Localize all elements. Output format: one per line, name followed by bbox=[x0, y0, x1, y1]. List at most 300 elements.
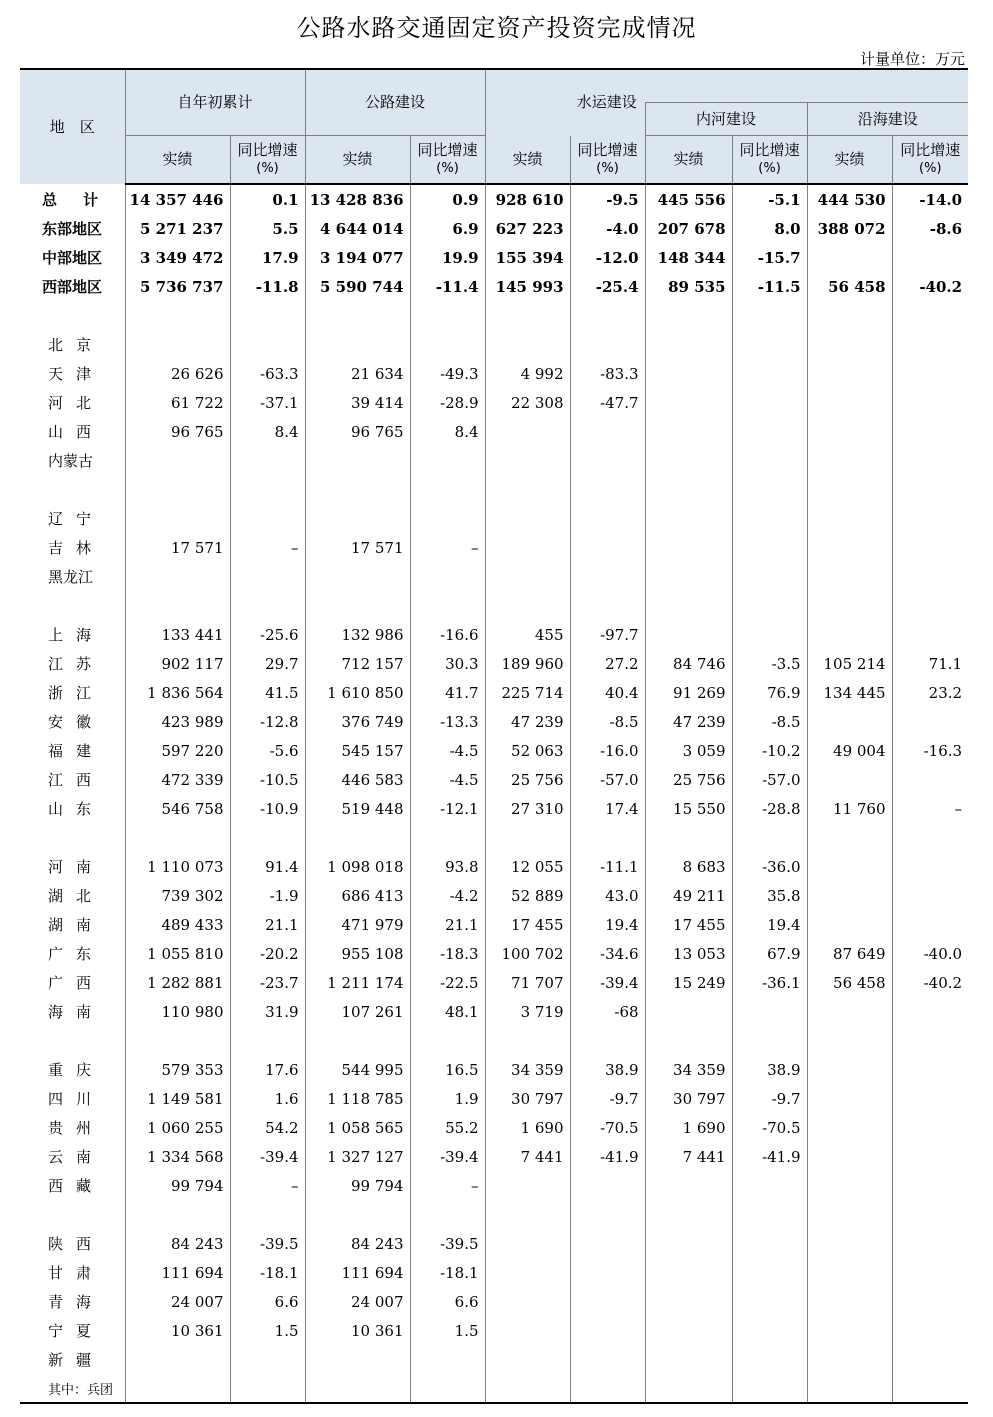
region-cell: 内蒙古 bbox=[48, 452, 94, 470]
yoy-cell: 43.0 bbox=[570, 881, 645, 910]
empty-cell bbox=[305, 475, 410, 504]
yoy-cell: – bbox=[410, 1171, 485, 1200]
yoy-cell bbox=[570, 1316, 645, 1345]
actual-cell: 17 571 bbox=[305, 533, 410, 562]
yoy-cell: 19.4 bbox=[732, 910, 807, 939]
yoy-cell bbox=[230, 504, 305, 533]
actual-cell: 34 359 bbox=[645, 1055, 732, 1084]
actual-cell: 489 433 bbox=[125, 910, 230, 939]
yoy-cell: -15.7 bbox=[732, 243, 807, 272]
empty-cell bbox=[20, 1200, 125, 1229]
actual-cell: 91 269 bbox=[645, 678, 732, 707]
yoy-cell: -40.0 bbox=[892, 939, 968, 968]
table-row bbox=[20, 939, 968, 968]
actual-cell: 96 765 bbox=[305, 417, 410, 446]
header-water-label: 水运建设 bbox=[576, 92, 637, 111]
header-pct: (%) bbox=[436, 161, 459, 176]
actual-cell: 545 157 bbox=[305, 736, 410, 765]
actual-cell bbox=[645, 1345, 732, 1374]
region-cell: 浙江 bbox=[48, 684, 105, 702]
summary-row bbox=[20, 184, 968, 214]
yoy-cell: 71.1 bbox=[892, 649, 968, 678]
actual-cell: 132 986 bbox=[305, 620, 410, 649]
actual-cell: 3 194 077 bbox=[305, 243, 410, 272]
table-row bbox=[20, 794, 968, 823]
empty-cell bbox=[807, 1200, 892, 1229]
yoy-cell: 16.5 bbox=[410, 1055, 485, 1084]
table-row bbox=[20, 1374, 968, 1403]
empty-cell bbox=[125, 591, 230, 620]
empty-cell bbox=[892, 1200, 968, 1229]
yoy-cell bbox=[732, 1345, 807, 1374]
actual-cell bbox=[645, 388, 732, 417]
actual-cell: 133 441 bbox=[125, 620, 230, 649]
empty-cell bbox=[125, 823, 230, 852]
yoy-cell: 8.4 bbox=[410, 417, 485, 446]
header-coastal: 沿海建设 bbox=[807, 103, 968, 136]
actual-cell: 5 271 237 bbox=[125, 214, 230, 243]
header-highway: 公路建设 bbox=[305, 69, 485, 136]
empty-cell bbox=[485, 823, 570, 852]
yoy-cell: 41.7 bbox=[410, 678, 485, 707]
actual-cell: 7 441 bbox=[485, 1142, 570, 1171]
actual-cell: 12 055 bbox=[485, 852, 570, 881]
yoy-cell bbox=[892, 881, 968, 910]
actual-cell bbox=[645, 1258, 732, 1287]
actual-cell bbox=[305, 504, 410, 533]
region-cell: 重庆 bbox=[48, 1061, 105, 1079]
empty-cell bbox=[485, 1026, 570, 1055]
actual-cell: 519 448 bbox=[305, 794, 410, 823]
actual-cell bbox=[485, 1229, 570, 1258]
empty-cell bbox=[20, 301, 125, 330]
header-yoy-label: 同比增速 bbox=[577, 140, 638, 159]
actual-cell: 107 261 bbox=[305, 997, 410, 1026]
yoy-cell: -4.0 bbox=[570, 214, 645, 243]
empty-cell bbox=[570, 475, 645, 504]
region-cell: 福建 bbox=[48, 742, 105, 760]
actual-cell: 17 571 bbox=[125, 533, 230, 562]
yoy-cell: 19.4 bbox=[570, 910, 645, 939]
region-cell: 湖北 bbox=[48, 887, 105, 905]
region-cell: 总计 bbox=[42, 190, 125, 209]
yoy-cell: -12.1 bbox=[410, 794, 485, 823]
region-cell: 西部地区 bbox=[42, 278, 103, 296]
actual-cell: 24 007 bbox=[305, 1287, 410, 1316]
yoy-cell: 1.9 bbox=[410, 1084, 485, 1113]
yoy-cell: -57.0 bbox=[732, 765, 807, 794]
region-cell: 上海 bbox=[48, 626, 105, 644]
actual-cell bbox=[645, 620, 732, 649]
yoy-cell: -18.3 bbox=[410, 939, 485, 968]
actual-cell bbox=[645, 504, 732, 533]
yoy-cell bbox=[570, 504, 645, 533]
yoy-cell: -9.7 bbox=[570, 1084, 645, 1113]
yoy-cell bbox=[732, 417, 807, 446]
yoy-cell: 0.9 bbox=[410, 184, 485, 214]
region-cell: 四川 bbox=[48, 1090, 105, 1108]
page-title: 公路水路交通固定资产投资完成情况 bbox=[296, 14, 697, 42]
actual-cell: 5 590 744 bbox=[305, 272, 410, 301]
empty-cell bbox=[230, 475, 305, 504]
actual-cell: 96 765 bbox=[125, 417, 230, 446]
actual-cell: 446 583 bbox=[305, 765, 410, 794]
yoy-cell: -13.3 bbox=[410, 707, 485, 736]
yoy-cell: -14.0 bbox=[892, 184, 968, 214]
region-cell: 河北 bbox=[48, 394, 105, 412]
yoy-cell: -3.5 bbox=[732, 649, 807, 678]
yoy-cell: 27.2 bbox=[570, 649, 645, 678]
yoy-cell: -39.5 bbox=[410, 1229, 485, 1258]
yoy-cell bbox=[732, 504, 807, 533]
yoy-cell: – bbox=[230, 1171, 305, 1200]
yoy-cell bbox=[732, 1374, 807, 1403]
region-cell: 湖南 bbox=[48, 916, 105, 934]
region-cell: 陕西 bbox=[48, 1235, 105, 1253]
yoy-cell bbox=[410, 504, 485, 533]
yoy-cell bbox=[892, 1374, 968, 1403]
actual-cell bbox=[485, 417, 570, 446]
actual-cell: 3 349 472 bbox=[125, 243, 230, 272]
actual-cell bbox=[485, 330, 570, 359]
yoy-cell bbox=[732, 1229, 807, 1258]
actual-cell: 597 220 bbox=[125, 736, 230, 765]
empty-cell bbox=[732, 591, 807, 620]
actual-cell bbox=[305, 562, 410, 591]
yoy-cell: -36.1 bbox=[732, 968, 807, 997]
actual-cell bbox=[485, 1258, 570, 1287]
yoy-cell: 21.1 bbox=[410, 910, 485, 939]
actual-cell: 579 353 bbox=[125, 1055, 230, 1084]
yoy-cell: -40.2 bbox=[892, 272, 968, 301]
table-row bbox=[20, 446, 968, 475]
yoy-cell bbox=[892, 1171, 968, 1200]
actual-cell: 4 644 014 bbox=[305, 214, 410, 243]
yoy-cell: -28.8 bbox=[732, 794, 807, 823]
actual-cell bbox=[807, 562, 892, 591]
actual-cell bbox=[645, 359, 732, 388]
yoy-cell bbox=[732, 620, 807, 649]
table-row bbox=[20, 1345, 968, 1374]
yoy-cell: 41.5 bbox=[230, 678, 305, 707]
yoy-cell bbox=[732, 997, 807, 1026]
table-row bbox=[20, 533, 968, 562]
yoy-cell: -39.4 bbox=[410, 1142, 485, 1171]
empty-cell bbox=[892, 823, 968, 852]
header-pct: (%) bbox=[758, 161, 781, 176]
table-row bbox=[20, 620, 968, 649]
summary-row bbox=[20, 214, 968, 243]
yoy-cell bbox=[892, 388, 968, 417]
empty-cell bbox=[125, 1026, 230, 1055]
yoy-cell bbox=[892, 1113, 968, 1142]
yoy-cell bbox=[892, 910, 968, 939]
actual-cell bbox=[125, 446, 230, 475]
spacer-row bbox=[20, 301, 968, 330]
yoy-cell: -10.9 bbox=[230, 794, 305, 823]
actual-cell bbox=[645, 1229, 732, 1258]
region-cell: 江苏 bbox=[48, 655, 105, 673]
yoy-cell: -18.1 bbox=[230, 1258, 305, 1287]
empty-cell bbox=[230, 1200, 305, 1229]
yoy-cell: -9.7 bbox=[732, 1084, 807, 1113]
actual-cell bbox=[485, 1287, 570, 1316]
yoy-cell bbox=[892, 1316, 968, 1345]
empty-cell bbox=[305, 1026, 410, 1055]
actual-cell bbox=[485, 1374, 570, 1403]
yoy-cell: -16.0 bbox=[570, 736, 645, 765]
empty-cell bbox=[807, 301, 892, 330]
table-row bbox=[20, 1084, 968, 1113]
actual-cell: 17 455 bbox=[485, 910, 570, 939]
actual-cell: 955 108 bbox=[305, 939, 410, 968]
table-body bbox=[20, 184, 968, 1403]
empty-cell bbox=[125, 301, 230, 330]
yoy-cell: -63.3 bbox=[230, 359, 305, 388]
table-row bbox=[20, 1171, 968, 1200]
region-cell: 吉林 bbox=[48, 539, 105, 557]
empty-cell bbox=[305, 823, 410, 852]
yoy-cell: -4.5 bbox=[410, 765, 485, 794]
actual-cell: 22 308 bbox=[485, 388, 570, 417]
header-yoy-label: 同比增速 bbox=[237, 141, 298, 159]
actual-cell: 1 836 564 bbox=[125, 678, 230, 707]
actual-cell bbox=[807, 881, 892, 910]
region-cell: 天津 bbox=[48, 365, 105, 383]
yoy-cell: 19.9 bbox=[410, 243, 485, 272]
actual-cell bbox=[807, 1084, 892, 1113]
actual-cell bbox=[807, 1316, 892, 1345]
actual-cell bbox=[807, 359, 892, 388]
empty-cell bbox=[410, 1026, 485, 1055]
actual-cell bbox=[807, 852, 892, 881]
actual-cell bbox=[645, 417, 732, 446]
actual-cell: 25 756 bbox=[485, 765, 570, 794]
actual-cell bbox=[807, 765, 892, 794]
table-row bbox=[20, 765, 968, 794]
yoy-cell: 48.1 bbox=[410, 997, 485, 1026]
table-row bbox=[20, 736, 968, 765]
yoy-cell bbox=[892, 707, 968, 736]
actual-cell: 145 993 bbox=[485, 272, 570, 301]
actual-cell: 1 610 850 bbox=[305, 678, 410, 707]
actual-cell: 8 683 bbox=[645, 852, 732, 881]
actual-cell: 87 649 bbox=[807, 939, 892, 968]
actual-cell: 24 007 bbox=[125, 1287, 230, 1316]
yoy-cell bbox=[410, 446, 485, 475]
actual-cell: 111 694 bbox=[305, 1258, 410, 1287]
actual-cell: 25 756 bbox=[645, 765, 732, 794]
empty-cell bbox=[807, 823, 892, 852]
actual-cell bbox=[807, 388, 892, 417]
yoy-cell bbox=[732, 388, 807, 417]
yoy-cell: -4.2 bbox=[410, 881, 485, 910]
empty-cell bbox=[570, 1200, 645, 1229]
empty-cell bbox=[892, 1026, 968, 1055]
yoy-cell: -8.5 bbox=[570, 707, 645, 736]
yoy-cell: -68 bbox=[570, 997, 645, 1026]
yoy-cell: -39.5 bbox=[230, 1229, 305, 1258]
empty-cell bbox=[125, 1200, 230, 1229]
actual-cell bbox=[485, 1316, 570, 1345]
spacer-row bbox=[20, 823, 968, 852]
actual-cell: 445 556 bbox=[645, 184, 732, 214]
summary-row bbox=[20, 243, 968, 272]
region-cell: 辽宁 bbox=[48, 510, 105, 528]
actual-cell: 84 243 bbox=[125, 1229, 230, 1258]
empty-cell bbox=[570, 823, 645, 852]
table-row bbox=[20, 417, 968, 446]
yoy-cell: 21.1 bbox=[230, 910, 305, 939]
region-cell: 甘肃 bbox=[48, 1264, 105, 1282]
header-actual: 实绩 bbox=[125, 136, 230, 185]
yoy-cell: 1.5 bbox=[230, 1316, 305, 1345]
empty-cell bbox=[570, 301, 645, 330]
spacer-row bbox=[20, 591, 968, 620]
table-row bbox=[20, 881, 968, 910]
actual-cell: 21 634 bbox=[305, 359, 410, 388]
header-pct: (%) bbox=[919, 161, 942, 176]
yoy-cell: -28.9 bbox=[410, 388, 485, 417]
actual-cell: 3 719 bbox=[485, 997, 570, 1026]
empty-cell bbox=[645, 475, 732, 504]
yoy-cell: 38.9 bbox=[570, 1055, 645, 1084]
actual-cell: 89 535 bbox=[645, 272, 732, 301]
actual-cell: 1 055 810 bbox=[125, 939, 230, 968]
actual-cell: 739 302 bbox=[125, 881, 230, 910]
empty-cell bbox=[20, 823, 125, 852]
actual-cell: 388 072 bbox=[807, 214, 892, 243]
actual-cell: 110 980 bbox=[125, 997, 230, 1026]
yoy-cell: -16.6 bbox=[410, 620, 485, 649]
actual-cell: 47 239 bbox=[485, 707, 570, 736]
actual-cell bbox=[807, 707, 892, 736]
header-yoy bbox=[732, 136, 807, 185]
yoy-cell: 67.9 bbox=[732, 939, 807, 968]
yoy-cell bbox=[732, 1316, 807, 1345]
yoy-cell bbox=[570, 330, 645, 359]
actual-cell: 10 361 bbox=[305, 1316, 410, 1345]
region-cell: 贵州 bbox=[48, 1119, 105, 1137]
yoy-cell bbox=[892, 504, 968, 533]
table-row bbox=[20, 968, 968, 997]
actual-cell: 17 455 bbox=[645, 910, 732, 939]
yoy-cell: – bbox=[410, 533, 485, 562]
yoy-cell bbox=[892, 620, 968, 649]
actual-cell: 30 797 bbox=[485, 1084, 570, 1113]
actual-cell bbox=[305, 1345, 410, 1374]
region-cell: 广西 bbox=[48, 974, 105, 992]
yoy-cell: 40.4 bbox=[570, 678, 645, 707]
actual-cell: 5 736 737 bbox=[125, 272, 230, 301]
actual-cell: 61 722 bbox=[125, 388, 230, 417]
yoy-cell: 93.8 bbox=[410, 852, 485, 881]
yoy-cell bbox=[230, 562, 305, 591]
actual-cell: 27 310 bbox=[485, 794, 570, 823]
actual-cell: 189 960 bbox=[485, 649, 570, 678]
actual-cell: 56 458 bbox=[807, 968, 892, 997]
actual-cell bbox=[125, 330, 230, 359]
empty-cell bbox=[305, 1200, 410, 1229]
yoy-cell: 23.2 bbox=[892, 678, 968, 707]
yoy-cell bbox=[732, 1287, 807, 1316]
empty-cell bbox=[732, 1026, 807, 1055]
empty-cell bbox=[410, 591, 485, 620]
yoy-cell bbox=[892, 852, 968, 881]
actual-cell: 546 758 bbox=[125, 794, 230, 823]
empty-cell bbox=[645, 591, 732, 620]
yoy-cell: 55.2 bbox=[410, 1113, 485, 1142]
yoy-cell: -9.5 bbox=[570, 184, 645, 214]
actual-cell: 1 118 785 bbox=[305, 1084, 410, 1113]
actual-cell bbox=[645, 562, 732, 591]
yoy-cell: 6.9 bbox=[410, 214, 485, 243]
actual-cell: 1 690 bbox=[485, 1113, 570, 1142]
empty-cell bbox=[410, 301, 485, 330]
empty-cell bbox=[485, 591, 570, 620]
yoy-cell bbox=[570, 533, 645, 562]
yoy-cell: 29.7 bbox=[230, 649, 305, 678]
actual-cell bbox=[485, 1345, 570, 1374]
header-region: 地 区 bbox=[20, 69, 125, 184]
region-cell: 其中：兵团 bbox=[20, 1374, 125, 1403]
yoy-cell: 1.5 bbox=[410, 1316, 485, 1345]
actual-cell: 56 458 bbox=[807, 272, 892, 301]
actual-cell: 1 334 568 bbox=[125, 1142, 230, 1171]
actual-cell bbox=[807, 1142, 892, 1171]
yoy-cell: -10.2 bbox=[732, 736, 807, 765]
actual-cell bbox=[807, 417, 892, 446]
actual-cell bbox=[807, 330, 892, 359]
actual-cell bbox=[485, 504, 570, 533]
yoy-cell bbox=[570, 1374, 645, 1403]
actual-cell: 928 610 bbox=[485, 184, 570, 214]
actual-cell bbox=[807, 533, 892, 562]
yoy-cell bbox=[892, 1055, 968, 1084]
yoy-cell bbox=[892, 765, 968, 794]
yoy-cell bbox=[732, 1171, 807, 1200]
investment-table bbox=[20, 68, 968, 1404]
empty-cell bbox=[410, 1200, 485, 1229]
region-cell: 宁夏 bbox=[48, 1322, 105, 1340]
actual-cell bbox=[645, 533, 732, 562]
actual-cell: 455 bbox=[485, 620, 570, 649]
actual-cell: 1 110 073 bbox=[125, 852, 230, 881]
actual-cell bbox=[645, 1287, 732, 1316]
table-row bbox=[20, 1142, 968, 1171]
actual-cell: 444 530 bbox=[807, 184, 892, 214]
yoy-cell: 17.6 bbox=[230, 1055, 305, 1084]
empty-cell bbox=[807, 1026, 892, 1055]
yoy-cell bbox=[410, 1374, 485, 1403]
actual-cell: 7 441 bbox=[645, 1142, 732, 1171]
unit-label: 计量单位：万元 bbox=[859, 50, 965, 68]
empty-cell bbox=[410, 475, 485, 504]
yoy-cell bbox=[230, 1345, 305, 1374]
yoy-cell: -39.4 bbox=[230, 1142, 305, 1171]
yoy-cell bbox=[892, 359, 968, 388]
actual-cell: 4 992 bbox=[485, 359, 570, 388]
empty-cell bbox=[305, 301, 410, 330]
yoy-cell: -25.4 bbox=[570, 272, 645, 301]
table-row bbox=[20, 910, 968, 939]
header-yoy-label: 同比增速 bbox=[900, 141, 961, 159]
yoy-cell: -34.6 bbox=[570, 939, 645, 968]
actual-cell bbox=[645, 997, 732, 1026]
yoy-cell: -41.9 bbox=[732, 1142, 807, 1171]
yoy-cell: -23.7 bbox=[230, 968, 305, 997]
header-water bbox=[485, 69, 968, 111]
